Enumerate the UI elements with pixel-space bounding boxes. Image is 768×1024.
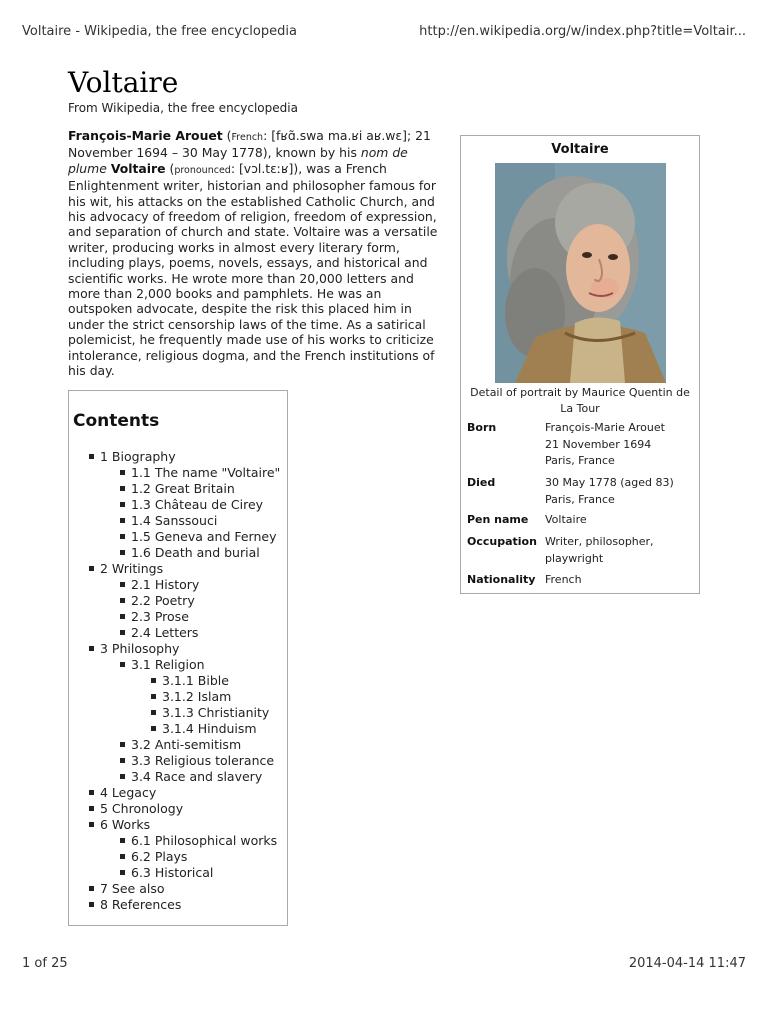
toc-item[interactable]: [89, 881, 280, 897]
infobox-label: Died: [467, 476, 496, 489]
bullet-icon: [89, 806, 94, 811]
toc-item-label[interactable]: 8 References: [100, 897, 182, 912]
infobox-value-line: Writer, philosopher,: [545, 535, 654, 548]
toc-item-label[interactable]: 6.3 Historical: [131, 865, 214, 880]
ipa-name[interactable]: [fʁɑ̃.swa ma.ʁi aʁ.wɛ]: [271, 128, 407, 143]
bullet-icon: [120, 758, 125, 763]
toc-item[interactable]: [89, 561, 280, 577]
infobox-title: Voltaire: [551, 142, 609, 157]
toc-item-label[interactable]: 2 Writings: [100, 561, 164, 576]
bullet-icon: [120, 598, 125, 603]
intro-paragraph: François-Marie Arouet (French: [fʁɑ̃.swa ma.ʁi aʁ.wɛ]; 21 November 1694 – 30 May 1778), known by his nom de plume Voltaire (pronounced: [vɔl.tɛːʁ]), was a French Enlightenment writer, historian and philosopher famous for his wit, his attacks on the established Catholic Church, and his advocacy of freedom of religion, freedom of expression, and separation of church and state. Voltaire was a versatile writer, producing works in almost every literary form, including plays, poems, novels, essays, and historical and scientific works. He wrote more than 20,000 letters and more than 2,000 books and pamphlets. He was an outspoken advocate, despite the risk this placed him in under the strict censorship laws of the time. As a satirical polemicist, he frequently made use of his works to criticize intolerance, religious dogma, and the French institutions of his day.: [68, 128, 438, 379]
toc-item[interactable]: [120, 657, 280, 673]
bullet-icon: [89, 886, 94, 891]
toc-item-label[interactable]: 1.4 Sanssouci: [131, 513, 218, 528]
toc-item[interactable]: [151, 689, 280, 705]
bullet-icon: [89, 902, 94, 907]
toc-item[interactable]: [89, 785, 280, 801]
toc-item[interactable]: [120, 545, 280, 561]
intro-name: François-Marie Arouet: [68, 128, 223, 143]
bullet-icon: [151, 694, 156, 699]
bullet-icon: [151, 678, 156, 683]
toc-sublist: [89, 657, 280, 785]
infobox-value: [545, 572, 697, 589]
toc-item[interactable]: [120, 513, 280, 529]
infobox-label: Pen name: [467, 513, 529, 526]
toc-item[interactable]: [120, 849, 280, 865]
intro-rest: ), was a French Enlightenment writer, historian and philosopher famous for his wit, his attacks on the established Catholic Church, and his advocacy of freedom of religion, freedom of expression, and separation of church and state. Voltaire was a versatile writer, producing works in almost every literary form, including plays, poems, novels, essays, and historical and scientific works. He wrote more than 20,000 letters and more than 2,000 books and pamphlets. He was an outspoken advocate, despite the risk this placed him in under the strict censorship laws of the time. As a satirical polemicist, he frequently made use of his works to criticize intolerance, religious dogma, and the French institutions of his day.: [68, 160, 438, 379]
toc-item[interactable]: [120, 865, 280, 881]
toc-item[interactable]: [120, 465, 280, 481]
intro-pen-name: Voltaire: [110, 160, 166, 176]
toc-item-label[interactable]: 3.1.3 Christianity: [162, 705, 270, 720]
infobox-label: Occupation: [467, 535, 537, 548]
toc-item[interactable]: [151, 673, 280, 689]
ipa-pen-name[interactable]: [vɔl.tɛːʁ]: [238, 160, 294, 176]
bullet-icon: [120, 742, 125, 747]
bullet-icon: [120, 614, 125, 619]
toc-item-label[interactable]: 4 Legacy: [100, 785, 157, 800]
toc-item-label[interactable]: 1.2 Great Britain: [131, 481, 235, 496]
infobox-value-line: French: [545, 573, 582, 586]
toc-item[interactable]: [120, 577, 280, 593]
toc-item[interactable]: [120, 593, 280, 609]
page-title-header: Voltaire - Wikipedia, the free encyclopedia: [22, 24, 297, 39]
bullet-icon: [151, 710, 156, 715]
toc-item-label[interactable]: 2.2 Poetry: [131, 593, 195, 608]
toc-item[interactable]: [89, 449, 280, 465]
bullet-icon: [120, 518, 125, 523]
infobox-value-line: 30 May 1778 (aged 83): [545, 476, 674, 489]
bullet-icon: [120, 838, 125, 843]
page-url[interactable]: http://en.wikipedia.org/w/index.php?title=Voltair...: [419, 24, 746, 39]
toc-item[interactable]: [120, 529, 280, 545]
toc-item-label[interactable]: 3.1 Religion: [131, 657, 205, 672]
pron-link[interactable]: pronounced: [174, 164, 231, 176]
toc-item[interactable]: [151, 721, 280, 737]
bullet-icon: [120, 854, 125, 859]
infobox-value-line: Paris, France: [545, 454, 615, 467]
toc-item[interactable]: [120, 609, 280, 625]
bullet-icon: [89, 454, 94, 459]
table-of-contents: [68, 390, 288, 926]
toc-item[interactable]: [89, 897, 280, 913]
toc-item[interactable]: [120, 497, 280, 513]
toc-item[interactable]: [120, 625, 280, 641]
toc-item[interactable]: [89, 801, 280, 817]
article-subtitle: From Wikipedia, the free encyclopedia: [68, 101, 298, 115]
bullet-icon: [120, 870, 125, 875]
toc-item-label[interactable]: 2.3 Prose: [131, 609, 189, 624]
infobox-value: [545, 475, 697, 508]
toc-item-label[interactable]: 1.1 The name "Voltaire": [131, 465, 281, 480]
bullet-icon: [120, 630, 125, 635]
toc-sublist: [89, 833, 280, 881]
toc-item-label[interactable]: 7 See also: [100, 881, 165, 896]
toc-item-label[interactable]: 1 Biography: [100, 449, 176, 464]
bullet-icon: [120, 502, 125, 507]
print-timestamp: 2014-04-14 11:47: [628, 956, 746, 971]
portrait-image[interactable]: [495, 163, 666, 383]
toc-item-label[interactable]: 6.2 Plays: [131, 849, 188, 864]
intro-dates: ; 21 November 1694 – 30 May 1778), known by his: [68, 128, 431, 161]
bullet-icon: [120, 486, 125, 491]
toc-item-label[interactable]: 3.4 Race and slavery: [131, 769, 263, 784]
toc-item-label[interactable]: 2.1 History: [131, 577, 200, 592]
toc-item-label[interactable]: 3.2 Anti-semitism: [131, 737, 242, 752]
toc-item[interactable]: [89, 817, 280, 833]
toc-item-label[interactable]: 6 Works: [100, 817, 151, 832]
bullet-icon: [89, 790, 94, 795]
toc-title: Contents: [73, 411, 160, 431]
bullet-icon: [120, 470, 125, 475]
toc-list: [89, 449, 280, 913]
infobox-value: [545, 512, 697, 529]
toc-item[interactable]: [120, 481, 280, 497]
toc-item[interactable]: [120, 833, 280, 849]
toc-item-label[interactable]: 1.6 Death and burial: [131, 545, 260, 560]
infobox-value: [545, 420, 697, 470]
toc-item-label[interactable]: 1.3 Château de Cirey: [131, 497, 264, 512]
toc-sublist: [89, 465, 280, 561]
infobox-value-line: playwright: [545, 551, 604, 565]
infobox-value-line: Voltaire: [545, 513, 587, 526]
toc-item[interactable]: [151, 705, 280, 721]
toc-item-label[interactable]: 3.1.4 Hinduism: [162, 721, 257, 736]
bullet-icon: [120, 774, 125, 779]
toc-item-label[interactable]: 3 Philosophy: [100, 641, 180, 656]
toc-item[interactable]: [89, 641, 280, 657]
portrait-caption: Detail of portrait by Maurice Quentin de La Tour: [470, 386, 690, 415]
toc-item[interactable]: [120, 769, 280, 785]
infobox-value-line: François-Marie Arouet: [545, 421, 665, 434]
bullet-icon: [151, 726, 156, 731]
bullet-icon: [89, 822, 94, 827]
page-count: 1 of 25: [22, 956, 68, 971]
toc-item-label[interactable]: 2.4 Letters: [131, 625, 199, 640]
bullet-icon: [89, 566, 94, 571]
infobox-label: Nationality: [467, 573, 536, 586]
toc-item-label[interactable]: 3.3 Religious tolerance: [131, 753, 275, 768]
toc-sublist: [89, 577, 280, 641]
bullet-icon: [89, 646, 94, 651]
infobox-label: Born: [467, 421, 497, 434]
infobox: [460, 135, 700, 594]
portrait-illustration: [495, 163, 666, 383]
lang-link[interactable]: French: [231, 132, 264, 143]
toc-item-label[interactable]: 5 Chronology: [100, 801, 184, 816]
bullet-icon: [120, 550, 125, 555]
infobox-value: [545, 534, 697, 567]
toc-item[interactable]: [120, 753, 280, 769]
toc-item[interactable]: [120, 737, 280, 753]
toc-sublist: [120, 673, 280, 737]
article-title: Voltaire: [68, 66, 179, 99]
bullet-icon: [120, 662, 125, 667]
toc-item-label[interactable]: 3.1.2 Islam: [162, 689, 232, 704]
infobox-value-line: Paris, France: [545, 492, 615, 506]
toc-item-label[interactable]: 6.1 Philosophical works: [131, 833, 278, 848]
toc-item-label[interactable]: 3.1.1 Bible: [162, 673, 229, 688]
bullet-icon: [120, 582, 125, 587]
bullet-icon: [120, 534, 125, 539]
toc-item-label[interactable]: 1.5 Geneva and Ferney: [131, 529, 277, 544]
infobox-value-line: 21 November 1694: [545, 437, 652, 451]
nom-de-plume: nom de plume: [68, 145, 408, 176]
